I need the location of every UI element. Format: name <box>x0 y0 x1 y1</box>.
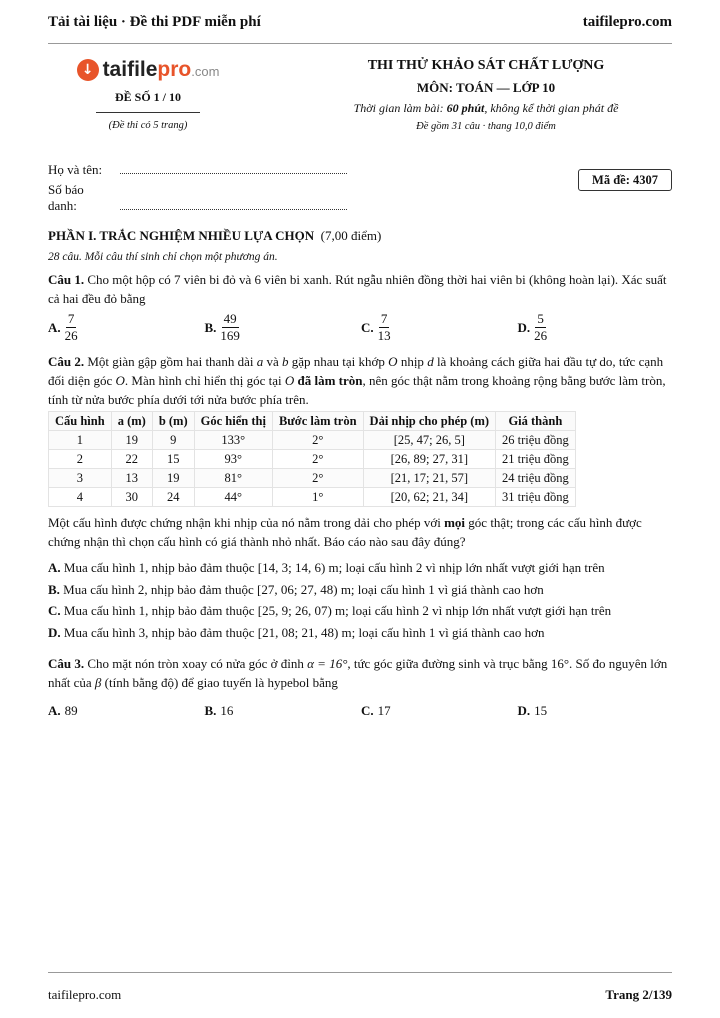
table-row: 1 19 9 133° 2° [25, 47; 26, 5] 26 triệu đồng <box>49 431 576 450</box>
logo-text-accent: pro <box>157 58 192 81</box>
footer-site: taifilepro.com <box>48 987 122 1002</box>
q3-option-a[interactable]: A. 89 <box>48 703 78 718</box>
page-header <box>48 14 672 31</box>
q1-label: Câu 1. <box>48 272 85 287</box>
logo-text-suffix: .com <box>191 64 220 79</box>
q3-option-d[interactable]: D. 15 <box>517 703 548 718</box>
question-2-condition: Một cấu hình được chứng nhận khi nhịp của nó nằm trong dải cho phép với mọi góc thật; trong các cấu hình được chứng nhận thì chọn cấu hình có giá thành nhỏ nhất. Báo cáo nào sau đây đúng? <box>48 515 642 549</box>
part1-title: PHẦN I. TRẮC NGHIỆM NHIỀU LỰA CHỌN (7,00 điểm) <box>48 228 382 243</box>
name-field <box>48 162 347 178</box>
table-row: 4 30 24 44° 1° [20, 62; 21, 34] 31 triệu đồng <box>49 488 576 507</box>
header-rule <box>48 43 672 44</box>
exam-subject: MÔN: TOÁN — LỚP 10 <box>416 80 556 95</box>
q3-label: Câu 3. <box>48 656 85 671</box>
q1-options <box>48 311 674 344</box>
exam-left-block <box>48 58 248 131</box>
q2-option-c[interactable]: C. Mua cấu hình 1, nhịp bảo đảm thuộc [25, 9; 26, 07) m; loại cấu hình 2 vì nhịp lớn nhất vượt giới hạn trên <box>48 603 612 618</box>
download-arrow-icon: ↓ <box>77 59 99 81</box>
id-label: Số báo danh: <box>48 182 84 213</box>
q1-text: Cho một hộp có 7 viên bi đỏ và 6 viên bi xanh. Rút ngẫu nhiên đồng thời hai viên bi (không hoàn lại). Xác suất cả hai đều đỏ bằng <box>48 272 667 306</box>
exam-code-box: Mã đề: 4307 <box>578 169 672 191</box>
table-row: 2 22 15 93° 2° [26, 89; 27, 31] 21 triệu đồng <box>49 450 576 469</box>
q3-option-c[interactable]: C. 17 <box>361 703 391 718</box>
exam-title: THI THỬ KHẢO SÁT CHẤT LƯỢNG <box>367 58 605 73</box>
q1-option-d[interactable]: D. $\frac{5}{26}$ <box>517 311 548 343</box>
exam-pages-note: (Đề thi có 5 trang) <box>108 120 188 131</box>
q2-option-d[interactable]: D. Mua cấu hình 3, nhịp bảo đảm thuộc [21, 08; 21, 48) m; loại cấu hình 1 vì giá thành cao hơn <box>48 624 545 640</box>
exam-structure-note: Đề gồm 31 câu · thang 10,0 điểm <box>416 121 556 132</box>
q2-option-b[interactable]: B. Mua cấu hình 2, nhịp bảo đảm thuộc [27, 06; 27, 48) m; loại cấu hình 1 vì giá thành cao hơn <box>48 581 544 597</box>
table-row: 3 13 19 81° 2° [21, 17; 21, 57] 24 triệu đồng <box>49 469 576 488</box>
q1-option-a[interactable]: A. $\frac{7}{26}$ <box>48 311 78 343</box>
q3-options <box>48 701 674 720</box>
config-table <box>48 411 576 507</box>
q1-option-b[interactable]: B. $\frac{49}{169}$ <box>204 311 240 343</box>
footer-rule <box>48 972 672 973</box>
header-left-text: Tải tài liệu · Đề thi PDF miễn phí <box>48 14 261 30</box>
exam-number-rule <box>96 112 200 113</box>
question-1 <box>48 270 674 344</box>
header-right-text: taifilepro.com <box>582 14 672 30</box>
exam-number: ĐỀ SỐ 1 / 10 <box>114 90 181 104</box>
logo-text-main: taifile <box>102 58 158 81</box>
question-2-stem: Câu 2. Một giàn gập gồm hai thanh dài a và b gặp nhau tại khớp O nhịp d là khoảng cách giữa hai đầu tự do, tức cạnh đối diện góc O. Màn hình chỉ hiển thị góc tại O đã làm tròn, nên góc thật nằm trong khoảng rộng bằng bước làm tròn, tính từ nửa bước phía dưới tới nửa bước phía trên. <box>48 354 666 407</box>
q1-option-c[interactable]: C. $\frac{7}{13}$ <box>361 311 391 343</box>
part1-header <box>48 226 674 267</box>
q3-stem: Câu 3. Cho mặt nón tròn xoay có nửa góc ở đỉnh α = 16°, tức góc giữa đường sinh và trục bằng 16°. Số đo nguyên lớn nhất của β (tính bằng độ) để giao tuyến là hypebol bằng <box>48 656 668 690</box>
question-3 <box>48 654 674 720</box>
part1-note: 28 câu. Mỗi câu thí sinh chỉ chọn một phương án. <box>48 251 278 263</box>
q3-option-b[interactable]: B. 16 <box>204 703 234 718</box>
q2-label: Câu 2. <box>48 354 85 369</box>
q2-options <box>48 558 674 644</box>
exam-right-block <box>300 58 672 132</box>
q1-stem <box>48 270 674 308</box>
page-number: Trang 2/139 <box>605 987 672 1002</box>
page-footer <box>48 987 672 1003</box>
table-header-row: Cấu hình a (m) b (m) Góc hiển thị Bước làm tròn Dải nhịp cho phép (m) Giá thành <box>49 412 576 431</box>
name-blank[interactable] <box>120 173 347 174</box>
id-field <box>48 182 347 214</box>
id-blank[interactable] <box>120 209 347 210</box>
name-label: Họ và tên: <box>48 162 103 177</box>
q2-option-a[interactable]: A. Mua cấu hình 1, nhịp bảo đảm thuộc [14, 3; 14, 6) m; loại cấu hình 2 vì nhịp lớn nhất vượt giới hạn trên <box>48 560 605 575</box>
exam-duration: 60 phút <box>446 101 485 115</box>
part1-points: (7,00 điểm) <box>320 228 382 243</box>
site-logo <box>48 58 248 82</box>
exam-time: Thời gian làm bài: 60 phút, không kể thời gian phát đề <box>353 101 619 115</box>
